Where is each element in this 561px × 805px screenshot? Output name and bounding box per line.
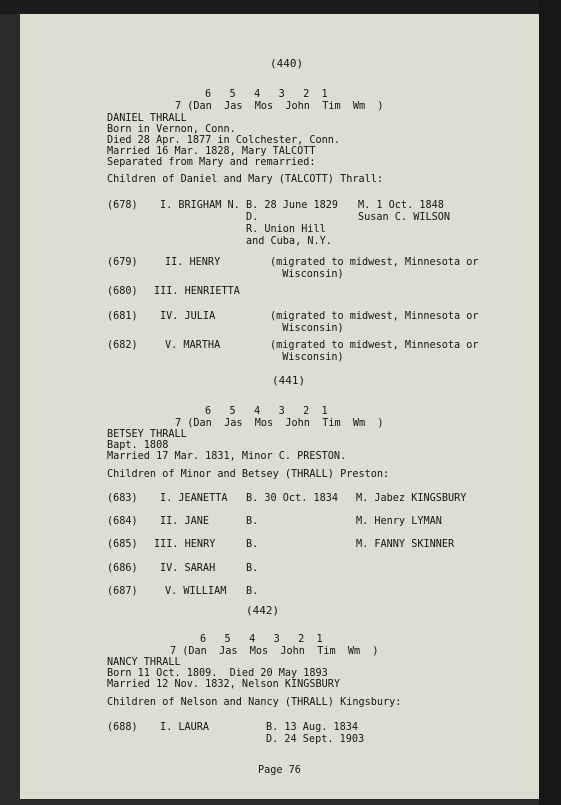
child-name: III. HENRIETTA	[154, 286, 240, 297]
child-number: (685)	[107, 539, 138, 550]
scan-top-edge	[0, 0, 561, 14]
child-info: D.	[246, 212, 259, 223]
subject-line: Married 17 Mar. 1831, Minor C. PRESTON.	[107, 451, 347, 462]
child-name: V. WILLIAM	[165, 586, 227, 597]
generation-names: 7 (Dan Jas Mos John Tim Wm )	[170, 646, 379, 657]
subject-line: Married 12 Nov. 1832, Nelson KINGSBURY	[107, 679, 341, 690]
child-number: (688)	[107, 722, 138, 733]
child-info: B.	[246, 539, 259, 550]
child-info: B.	[246, 563, 259, 574]
subject-line: DANIEL THRALL	[107, 113, 187, 124]
subject-line: Born in Vernon, Conn.	[107, 124, 236, 135]
child-info: D. 24 Sept. 1903	[266, 734, 365, 745]
child-name: II. HENRY	[165, 257, 221, 268]
child-name: I. JEANETTA	[160, 493, 228, 504]
child-info: B.	[246, 586, 259, 597]
subject-line: Died 28 Apr. 1877 in Colchester, Conn.	[107, 135, 341, 146]
child-number: (682)	[107, 340, 138, 351]
child-spouse: M. 1 Oct. 1848	[358, 200, 444, 211]
page-ref: (441)	[272, 374, 306, 387]
scan-right-edge	[539, 0, 561, 805]
page-ref: (442)	[246, 604, 280, 617]
child-info: R. Union Hill	[246, 224, 326, 235]
child-name: III. HENRY	[154, 539, 216, 550]
subject-line: Separated from Mary and remarried:	[107, 157, 316, 168]
child-name: IV. SARAH	[160, 563, 216, 574]
child-info: B.	[246, 516, 259, 527]
child-info: (migrated to midwest, Minnesota or	[270, 311, 479, 322]
child-name: II. JANE	[160, 516, 210, 527]
subject-line: BETSEY THRALL	[107, 429, 187, 440]
child-info: B. 30 Oct. 1834	[246, 493, 339, 504]
subject-line: NANCY THRALL	[107, 657, 181, 668]
child-info: Wisconsin)	[270, 352, 344, 363]
subject-line: Bapt. 1808	[107, 440, 169, 451]
child-info: Wisconsin)	[270, 269, 344, 280]
child-spouse: Susan C. WILSON	[358, 212, 451, 223]
child-info: B. 28 June 1829	[246, 200, 339, 211]
subject-line: Born 11 Oct. 1809. Died 20 May 1893	[107, 668, 328, 679]
generation-numbers: 6 5 4 3 2 1	[205, 406, 328, 417]
child-name: I. BRIGHAM N.	[160, 200, 240, 211]
child-number: (683)	[107, 493, 138, 504]
child-spouse: M. Jabez KINGSBURY	[356, 493, 467, 504]
generation-names: 7 (Dan Jas Mos John Tim Wm )	[175, 418, 384, 429]
children-heading: Children of Nelson and Nancy (THRALL) Kingsbury:	[107, 697, 402, 708]
child-number: (678)	[107, 200, 138, 211]
document-page	[20, 14, 539, 799]
child-name: V. MARTHA	[165, 340, 221, 351]
child-spouse: M. FANNY SKINNER	[356, 539, 455, 550]
child-info: Wisconsin)	[270, 323, 344, 334]
child-number: (686)	[107, 563, 138, 574]
generation-names: 7 (Dan Jas Mos John Tim Wm )	[175, 101, 384, 112]
child-number: (681)	[107, 311, 138, 322]
page-ref: (440)	[270, 57, 304, 70]
page-footer: Page 76	[258, 765, 301, 776]
children-heading: Children of Minor and Betsey (THRALL) Preston:	[107, 469, 390, 480]
child-number: (687)	[107, 586, 138, 597]
generation-numbers: 6 5 4 3 2 1	[200, 634, 323, 645]
child-name: IV. JULIA	[160, 311, 216, 322]
child-number: (684)	[107, 516, 138, 527]
children-heading: Children of Daniel and Mary (TALCOTT) Thrall:	[107, 174, 384, 185]
child-number: (679)	[107, 257, 138, 268]
child-name: I. LAURA	[160, 722, 210, 733]
subject-line: Married 16 Mar. 1828, Mary TALCOTT	[107, 146, 316, 157]
child-info: (migrated to midwest, Minnesota or	[270, 340, 479, 351]
child-number: (680)	[107, 286, 138, 297]
child-spouse: M. Henry LYMAN	[356, 516, 442, 527]
generation-numbers: 6 5 4 3 2 1	[205, 89, 328, 100]
child-info: (migrated to midwest, Minnesota or	[270, 257, 479, 268]
child-info: and Cuba, N.Y.	[246, 236, 332, 247]
child-info: B. 13 Aug. 1834	[266, 722, 359, 733]
